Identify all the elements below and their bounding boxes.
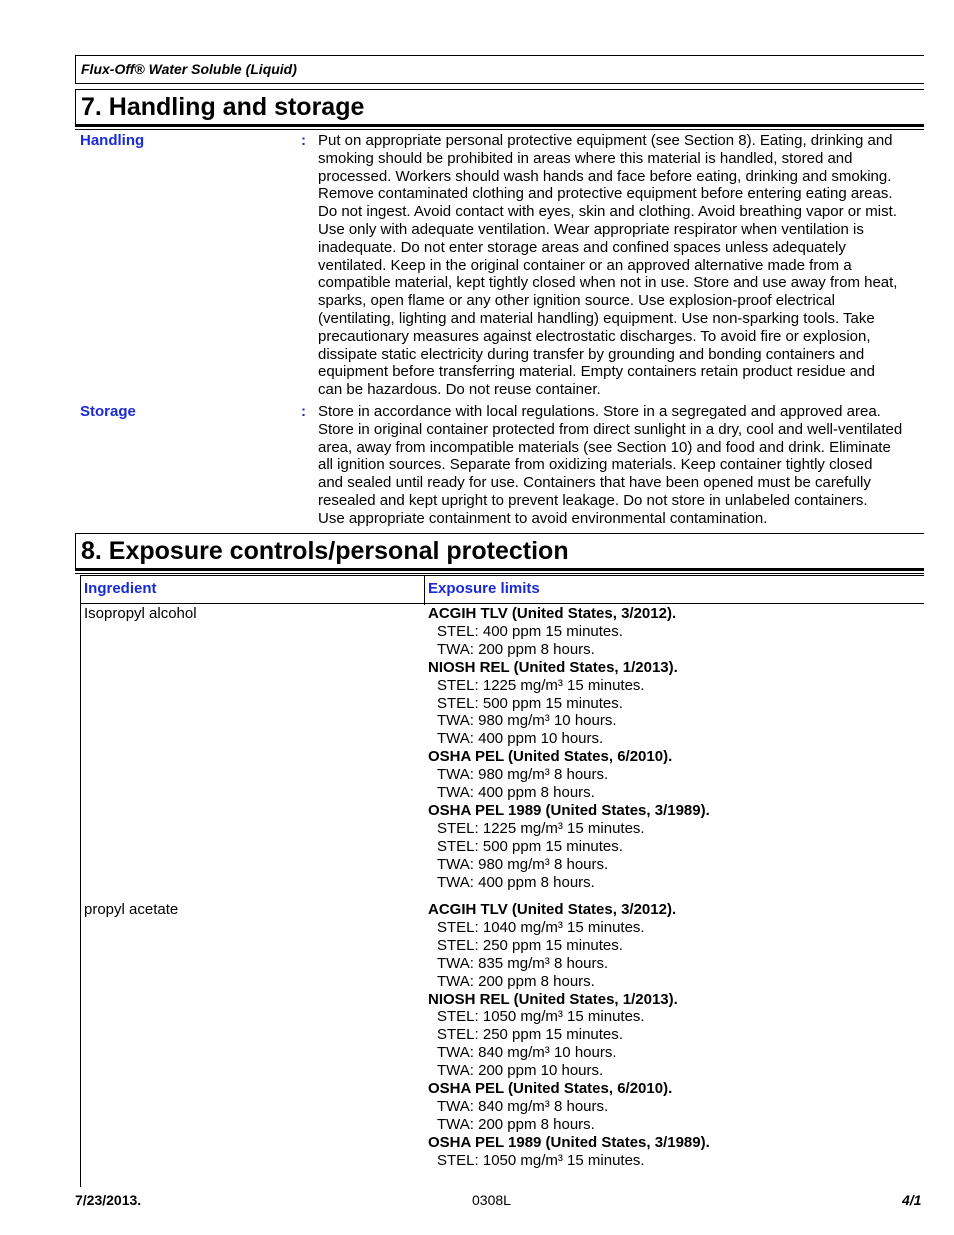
exposure-limit-value: STEL: 1050 mg/m³ 15 minutes.	[437, 1151, 645, 1169]
text-line: Use appropriate containment to avoid environmental contamination.	[318, 509, 768, 527]
text-line: Put on appropriate personal protective equipment (see Section 8). Eating, drinking and	[318, 132, 893, 149]
section-8-title: 8. Exposure controls/personal protection	[75, 533, 924, 571]
exposure-limit-value: TWA: 980 mg/m³ 8 hours.	[437, 766, 609, 784]
exposure-standard: NIOSH REL (United States, 1/2013).	[428, 990, 678, 1008]
text-line: Use only with adequate ventilation. Wear appropriate respirator when ventilation is	[318, 220, 864, 238]
exposure-limit-value: TWA: 980 mg/m³ 8 hours.	[437, 855, 609, 873]
exposure-limit-value: TWA: 840 mg/m³ 10 hours.	[437, 1044, 617, 1062]
exposure-limit-value: TWA: 200 ppm 10 hours.	[437, 1062, 604, 1080]
exposure-standard: ACGIH TLV (United States, 3/2012).	[428, 605, 677, 622]
table-header-divider	[80, 603, 924, 604]
text-line: Store in original container protected from direct sunlight in a dry, cool and well-ventilated	[318, 420, 903, 438]
storage-label: Storage	[80, 403, 136, 420]
product-name: Flux-Off® Water Soluble (Liquid)	[75, 55, 924, 84]
text-line: and sealed until ready for use. Containers that have been opened must be carefully	[318, 474, 871, 492]
text-line: inadequate. Do not enter storage areas and confined spaces unless adequately	[318, 238, 846, 256]
handling-label: Handling	[80, 132, 145, 149]
section-7-title: 7. Handling and storage	[75, 89, 924, 127]
exposure-limits-list	[428, 901, 710, 1170]
exposure-standard: OSHA PEL 1989 (United States, 3/1989).	[428, 1133, 710, 1151]
exposure-limit-value: TWA: 400 ppm 10 hours.	[437, 730, 604, 748]
exposure-limit-value: STEL: 1225 mg/m³ 15 minutes.	[437, 676, 645, 694]
exposure-limit-value: TWA: 835 mg/m³ 8 hours.	[437, 954, 609, 972]
exposure-standard: OSHA PEL (United States, 6/2010).	[428, 1080, 673, 1098]
exposure-standard: OSHA PEL 1989 (United States, 3/1989).	[428, 801, 710, 819]
text-line: resealed and kept upright to prevent leakage. Do not store in unlabeled containers.	[318, 491, 868, 509]
text-line: can be hazardous. Do not reuse container.	[318, 381, 601, 399]
table-column-divider	[424, 575, 425, 605]
exposure-limit-value: TWA: 200 ppm 8 hours.	[437, 972, 595, 990]
exposure-limit-value: TWA: 980 mg/m³ 10 hours.	[437, 712, 617, 730]
text-line: sparks, open flame or any other ignition source. Use explosion-proof electrical	[318, 292, 835, 310]
ingredient-name: Isopropyl alcohol	[84, 605, 197, 622]
text-line: Remove contaminated clothing and protective equipment before entering eating areas.	[318, 185, 893, 203]
storage-text	[318, 403, 930, 528]
exposure-limits-list	[428, 605, 710, 892]
exposure-limit-value: TWA: 200 ppm 8 hours.	[437, 1115, 595, 1133]
text-line: equipment before transferring material. Empty containers retain product residue and	[318, 363, 875, 381]
exposure-standard: NIOSH REL (United States, 1/2013).	[428, 658, 678, 676]
column-header-exposure-limits: Exposure limits	[428, 580, 540, 597]
exposure-limit-value: STEL: 500 ppm 15 minutes.	[437, 694, 623, 712]
exposure-limit-value: STEL: 500 ppm 15 minutes.	[437, 837, 623, 855]
text-line: area, away from incompatible materials (see Section 10) and food and drink. Eliminate	[318, 438, 891, 456]
exposure-limit-value: STEL: 1040 mg/m³ 15 minutes.	[437, 918, 645, 936]
exposure-limit-value: STEL: 400 ppm 15 minutes.	[437, 622, 623, 640]
exposure-limit-value: TWA: 400 ppm 8 hours.	[437, 873, 595, 891]
column-header-ingredient: Ingredient	[84, 580, 157, 597]
text-line: processed. Workers should wash hands and face before eating, drinking and smoking.	[318, 167, 892, 185]
text-line: ventilated. Keep in the original container or an approved alternative made from a	[318, 256, 852, 274]
text-line: Do not ingest. Avoid contact with eyes, skin and clothing. Avoid breathing vapor or mist.	[318, 203, 897, 221]
text-line: precautionary measures against electrostatic discharges. To avoid fire or explosion,	[318, 327, 871, 345]
footer-product-code: 0308L	[472, 1192, 511, 1208]
exposure-limit-value: TWA: 840 mg/m³ 8 hours.	[437, 1097, 609, 1115]
handling-colon: :	[301, 132, 306, 149]
exposure-limit-value: STEL: 250 ppm 15 minutes.	[437, 936, 623, 954]
exposure-limit-value: TWA: 400 ppm 8 hours.	[437, 784, 595, 802]
text-line: (ventilating, lighting and material handling) equipment. Use non-sparking tools. Take	[318, 309, 875, 327]
handling-text	[318, 132, 930, 399]
footer-date: 7/23/2013.	[75, 1192, 142, 1208]
text-line: dissipate static electricity during transfer by grounding and bonding containers and	[318, 345, 865, 363]
text-line: Store in accordance with local regulations. Store in a segregated and approved area.	[318, 403, 881, 420]
ingredient-name: propyl acetate	[84, 901, 179, 918]
footer-page-number: 4/1	[902, 1192, 922, 1208]
storage-colon: :	[301, 403, 306, 420]
exposure-limit-value: STEL: 1225 mg/m³ 15 minutes.	[437, 819, 645, 837]
exposure-limit-value: TWA: 200 ppm 8 hours.	[437, 640, 595, 658]
exposure-limit-value: STEL: 250 ppm 15 minutes.	[437, 1026, 623, 1044]
text-line: all ignition sources. Separate from oxidizing materials. Keep container tightly closed	[318, 456, 873, 474]
text-line: smoking should be prohibited in areas where this material is handled, stored and	[318, 149, 853, 167]
exposure-standard: OSHA PEL (United States, 6/2010).	[428, 748, 673, 766]
text-line: compatible material, kept tightly closed when not in use. Store and use away from heat,	[318, 274, 898, 292]
exposure-limit-value: STEL: 1050 mg/m³ 15 minutes.	[437, 1008, 645, 1026]
exposure-standard: ACGIH TLV (United States, 3/2012).	[428, 901, 677, 918]
